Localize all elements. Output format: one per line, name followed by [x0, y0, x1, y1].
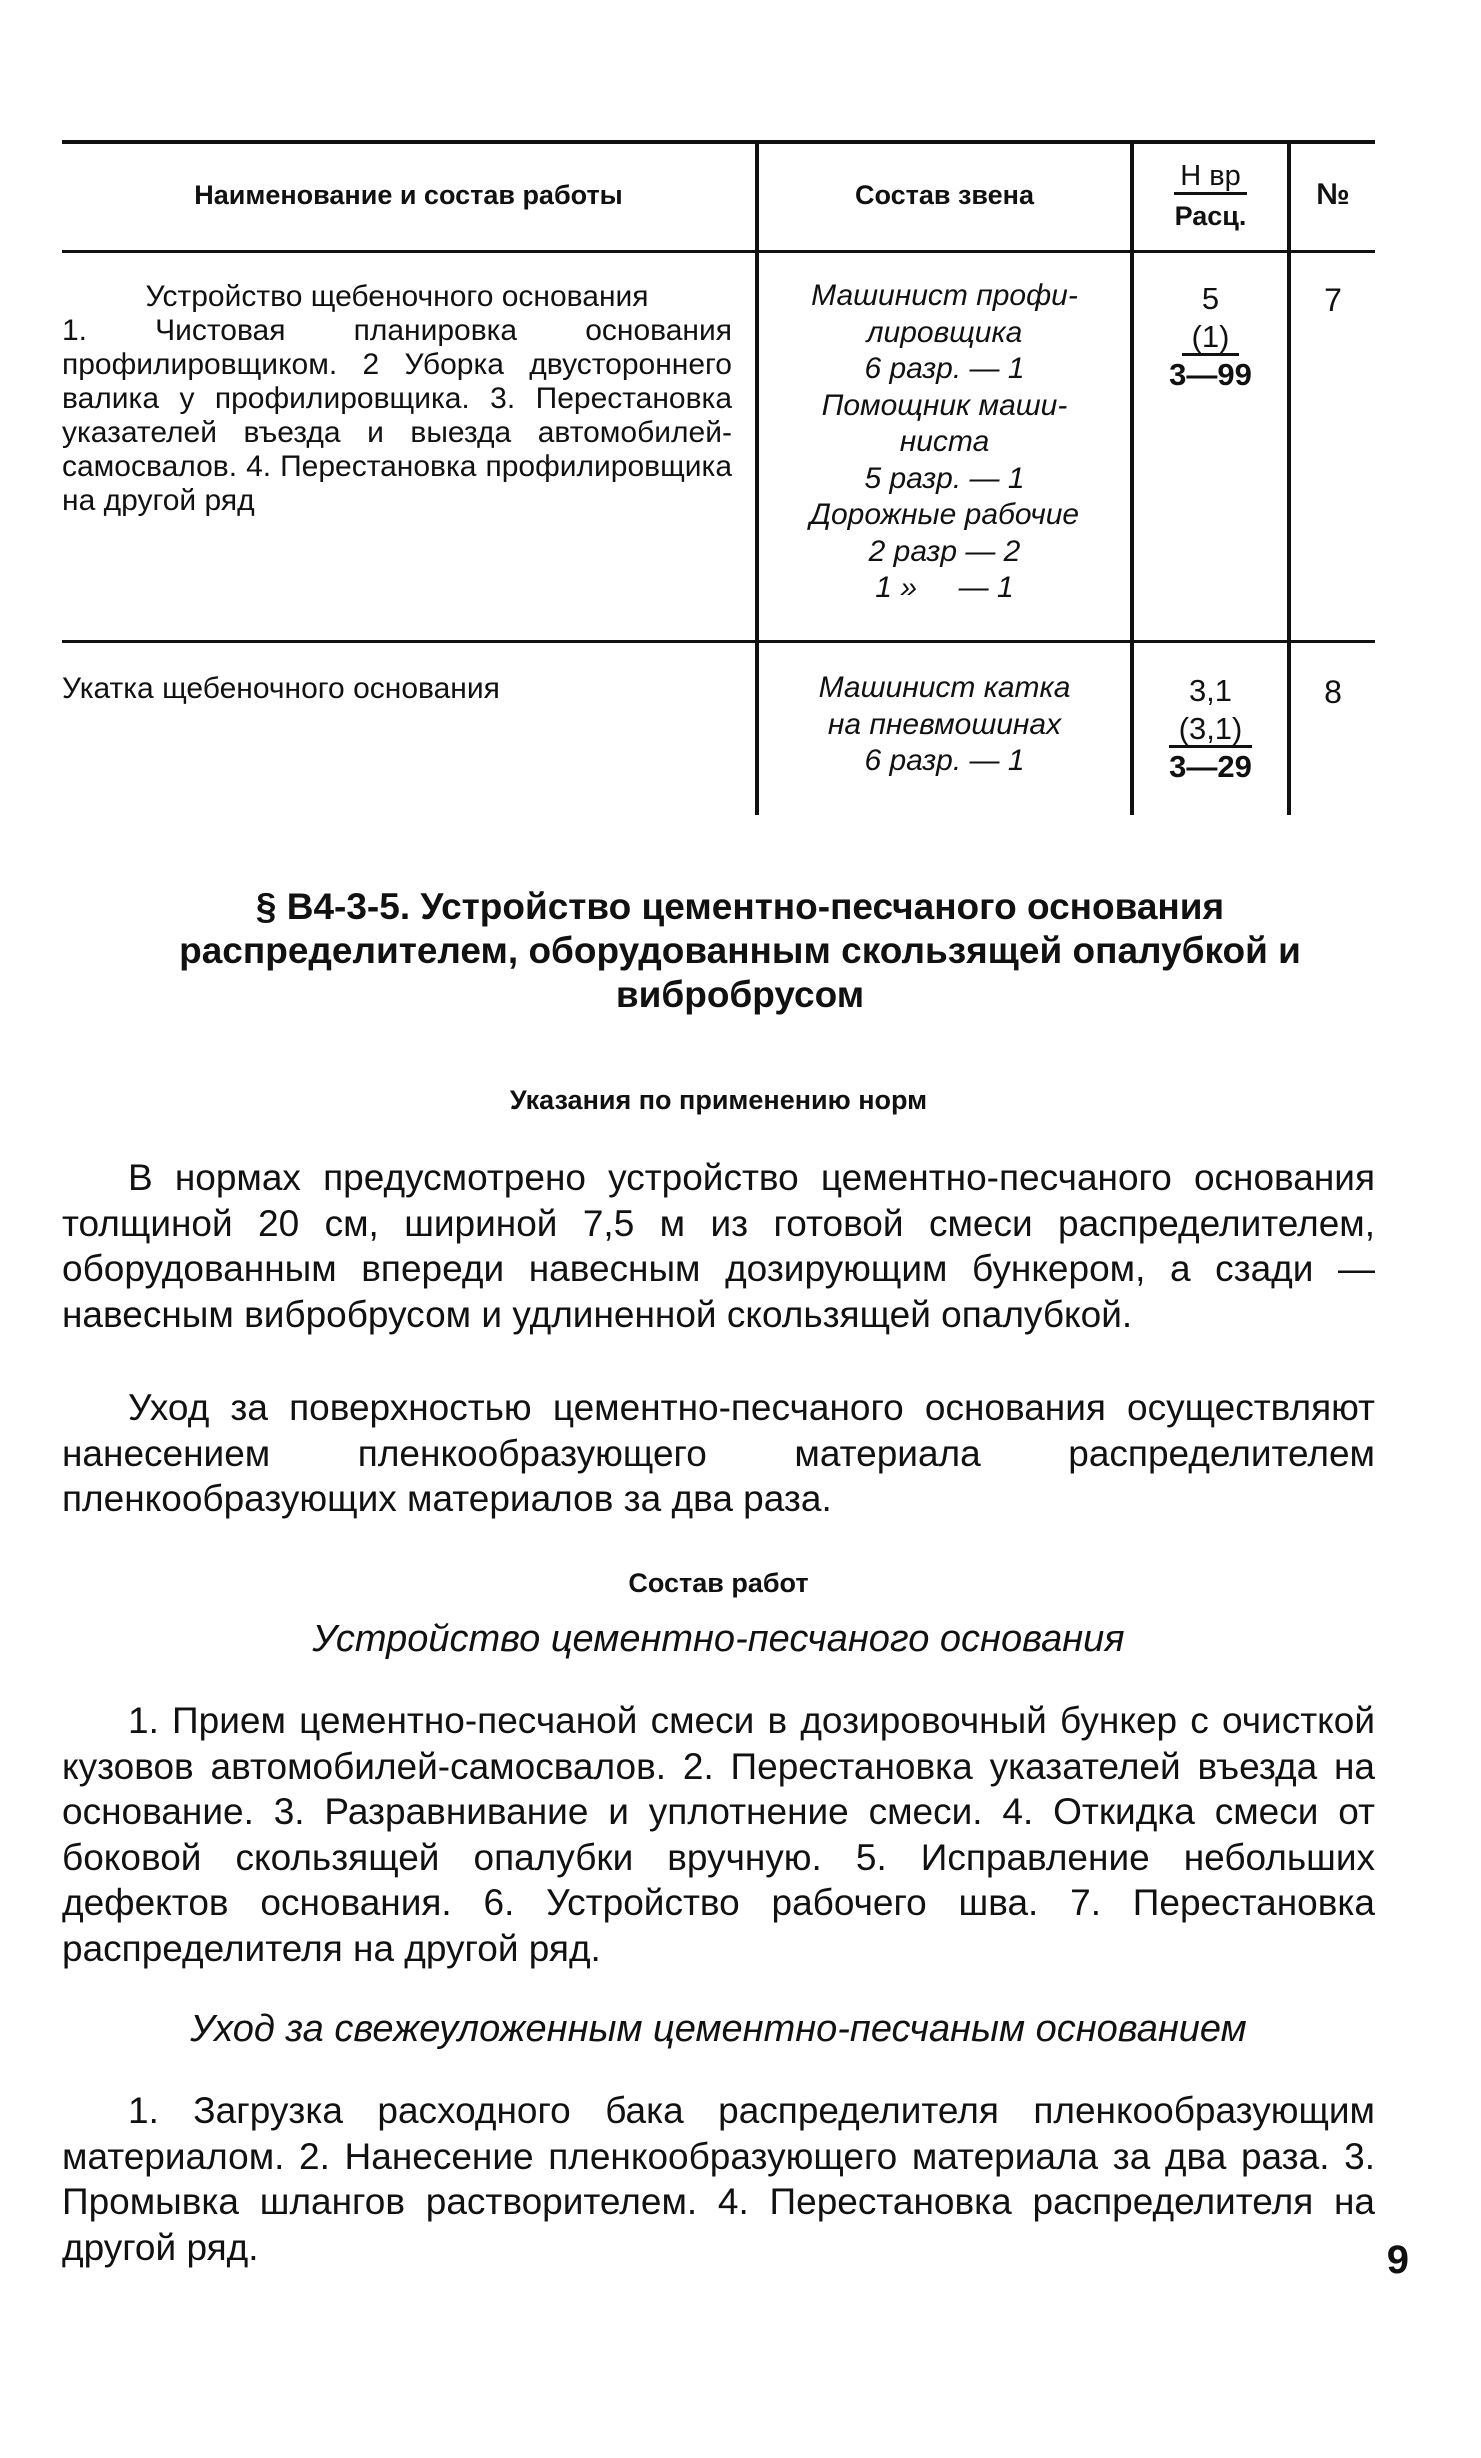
crew-line: Дорожные рабочие: [809, 498, 1080, 531]
crew-line: Машинист катка: [818, 671, 1071, 704]
work-description: 1. Чистовая планировка основания профилировщиком. 2 Уборка двустороннего валика у профилировщика. 3. Перестановка указателей въезда и выезда автомобилей-самосвалов. 4. Перестановка профилировщика на другой ряд: [62, 314, 732, 517]
crew-line: 6 разр. — 1: [864, 744, 1025, 777]
crew-line: Помощник маши-: [821, 388, 1068, 422]
crew-line: 1 » — 1: [875, 571, 1014, 604]
norm-value: [1134, 280, 1287, 394]
works-paragraph: 1. Загрузка расходного бака распределителя пленкообразующим материалом. 2. Нанесение пленкообразующего материала за два раза. 3. Промывка шлангов растворителем. 4. Перестановка распределителя на другой ряд.: [62, 2090, 1375, 2268]
page-number: 9: [1386, 2238, 1409, 2282]
crew-line: на пневмошинах: [827, 707, 1062, 741]
header-norm: [1134, 160, 1287, 232]
row-number: 8: [1324, 674, 1342, 710]
table-header-rule: [62, 250, 1375, 253]
crew-composition: [759, 670, 1130, 780]
header-norm-rate: Расц.: [1174, 201, 1247, 231]
norm-time-paren: (3,1): [1169, 713, 1253, 748]
norm-time-paren: (1): [1182, 321, 1240, 356]
work-title: Устройство щебеночного основания: [145, 280, 649, 313]
norm-rate: 3—29: [1169, 749, 1252, 784]
crew-line: лировщика: [866, 315, 1023, 349]
crew-line: Машинист профи-: [811, 279, 1078, 312]
norm-time: 3,1: [1188, 673, 1233, 708]
works-subheading: Уход за свежеуложенным цементно-песчаным основанием: [190, 2008, 1247, 2050]
works-subheading: Устройство цементно-песчаного основания: [312, 1618, 1125, 1660]
guidelines-paragraph: Уход за поверхностью цементно-песчаного основания осуществляют нанесением пленкообразующего материала распределителем пленкообразующих материалов за два раза.: [62, 1387, 1375, 1519]
guidelines-paragraph: В нормах предусмотрено устройство цементно-песчаного основания толщиной 20 см, шириной 7,5 м из готовой смеси распределителем, оборудованным впереди навесным дозирующим бункером, а сзади — навесным вибробрусом и удлиненной скользящей опалубкой.: [62, 1157, 1375, 1335]
crew-line: 2 разр — 2: [868, 534, 1021, 568]
table-row-divider: [62, 640, 1375, 643]
table-row-work: [62, 672, 732, 706]
header-norm-time: Н вр: [1174, 160, 1247, 195]
header-number: №: [1316, 178, 1350, 211]
table-column-divider: [1287, 140, 1291, 815]
header-work: Наименование и состав работы: [194, 180, 623, 210]
crew-line: 6 разр. — 1: [864, 352, 1025, 385]
header-crew: Состав звена: [855, 180, 1034, 210]
table-top-rule: [62, 140, 1375, 144]
crew-line: 5 разр. — 1: [864, 461, 1025, 495]
guidelines-heading: Указания по применению норм: [509, 1085, 928, 1115]
section-title: § В4-3-5. Устройство цементно-песчаного основания распределителем, оборудованным скользящей опалубкой и вибробрусом: [179, 886, 1301, 1015]
norm-time: 5: [1201, 281, 1220, 316]
row-number: 7: [1324, 282, 1342, 318]
work-title: Укатка щебеночного основания: [62, 672, 500, 705]
norm-rate: 3—99: [1169, 357, 1252, 392]
norm-value: [1134, 672, 1287, 786]
works-heading: Состав работ: [628, 1568, 809, 1598]
works-paragraph: 1. Прием цементно-песчаной смеси в дозировочный бункер с очисткой кузовов автомобилей-самосвалов. 2. Перестановка указателей въезда на основание. 3. Разравнивание и уплотнение смеси. 4. Откидка смеси от боковой скользящей опалубки вручную. 5. Исправление небольших дефектов основания. 6. Устройство рабочего шва. 7. Перестановка распределителя на другой ряд.: [62, 1700, 1375, 1969]
crew-line: ниста: [899, 425, 990, 458]
crew-composition: [759, 278, 1130, 607]
table-row-work: [62, 280, 732, 518]
